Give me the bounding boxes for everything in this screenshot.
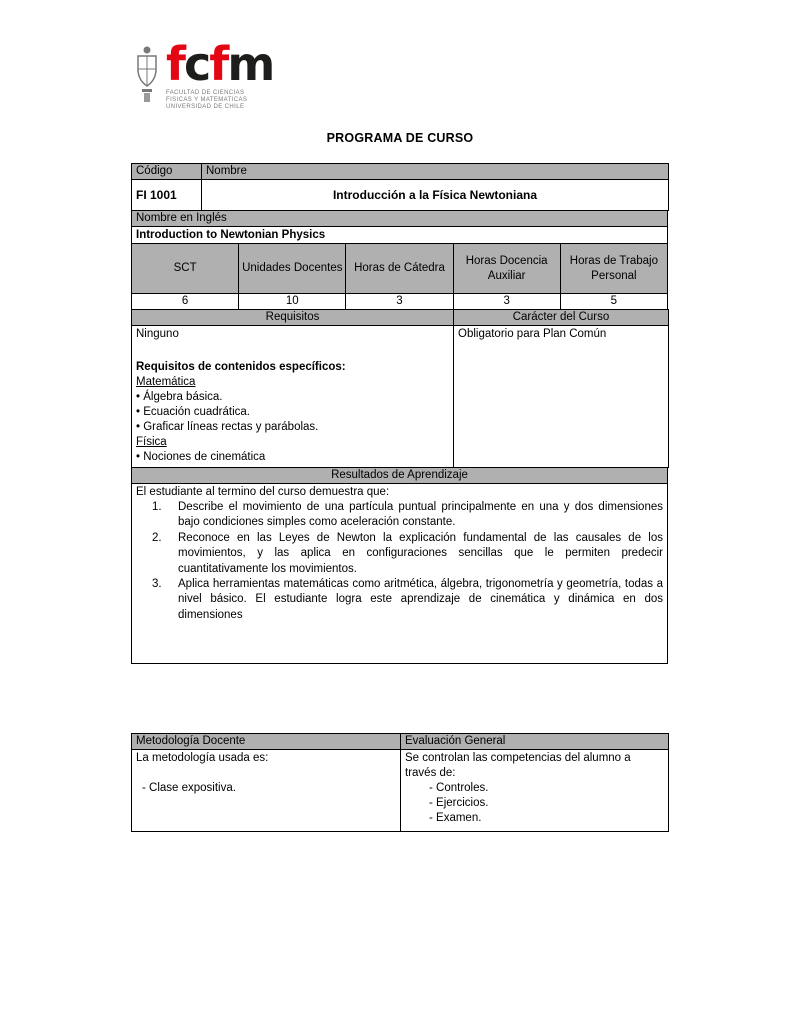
resultado-number: 1. xyxy=(152,501,162,513)
requisitos-header-cell: Requisitos xyxy=(132,310,454,326)
sct-value-cell: 6 xyxy=(132,294,239,310)
logo-letter: c xyxy=(184,37,210,91)
page-title: PROGRAMA DE CURSO xyxy=(326,131,474,145)
caracter-content-cell xyxy=(454,326,669,468)
horas-trabajo-personal-value-cell: 5 xyxy=(560,294,667,310)
university-crest-icon xyxy=(135,45,159,103)
evaluacion-item: - Examen. xyxy=(429,812,482,824)
matematica-item: • Ecuación cuadrática. xyxy=(136,406,250,418)
horas-catedra-header-cell: Horas de Cátedra xyxy=(346,244,453,294)
fcfm-logo-text xyxy=(166,37,274,111)
horas-docencia-auxiliar-header-cell: Horas Docencia Auxiliar xyxy=(453,244,560,294)
logo-letter: f xyxy=(209,37,228,91)
codigo-header-cell: Código xyxy=(132,164,202,180)
evaluacion-content-cell xyxy=(401,750,669,832)
nombre-ingles-value-cell: Introduction to Newtonian Physics xyxy=(132,227,668,244)
methodology-table xyxy=(131,733,668,832)
learning-outcomes-table xyxy=(131,467,668,664)
evaluacion-header-cell: Evaluación General xyxy=(401,734,669,750)
credits-table xyxy=(131,243,668,310)
caracter-header-cell: Carácter del Curso xyxy=(454,310,669,326)
faculty-subtext-line: FACULTAD DE CIENCIAS xyxy=(166,90,245,96)
code-name-table xyxy=(131,163,669,211)
resultado-item xyxy=(152,577,663,623)
resultado-number: 2. xyxy=(152,531,162,544)
resultado-text: Reconoce en las Leyes de Newton la explicación fundamental de las causales de los movimientos, y las aplica en configuraciones sencillas que le permiten predecir cuantitativamente los movimientos. xyxy=(178,531,663,575)
matematica-title: Matemática xyxy=(136,376,196,388)
evaluacion-item: - Ejercicios. xyxy=(429,797,489,809)
metodologia-content-cell xyxy=(132,750,401,832)
metodologia-intro: La metodología usada es: xyxy=(136,752,269,764)
metodologia-item: - Clase expositiva. xyxy=(142,782,236,794)
logo-letter: m xyxy=(227,37,274,91)
fcfm-wordmark xyxy=(166,37,274,91)
requisitos-ninguno: Ninguno xyxy=(136,328,179,340)
resultados-content-cell xyxy=(132,484,668,664)
resultados-header-cell: Resultados de Aprendizaje xyxy=(132,468,668,484)
requisitos-heading: Requisitos de contenidos específicos: xyxy=(136,361,346,373)
sct-header-cell: SCT xyxy=(132,244,239,294)
resultados-intro: El estudiante al termino del curso demuestra que: xyxy=(136,486,390,498)
horas-trabajo-personal-header-cell: Horas de Trabajo Personal xyxy=(560,244,667,294)
unidades-docentes-value-cell: 10 xyxy=(239,294,346,310)
resultado-item xyxy=(152,531,663,577)
fisica-item: • Nociones de cinemática xyxy=(136,451,266,463)
nombre-header-cell: Nombre xyxy=(202,164,669,180)
english-name-table xyxy=(131,210,668,244)
resultado-number: 3. xyxy=(152,578,162,591)
codigo-value-cell: FI 1001 xyxy=(132,180,202,211)
metodologia-header-cell: Metodología Docente xyxy=(132,734,401,750)
horas-catedra-value-cell: 3 xyxy=(346,294,453,310)
nombre-ingles-header-cell: Nombre en Inglés xyxy=(132,211,668,227)
nombre-value-cell: Introducción a la Física Newtoniana xyxy=(202,180,669,211)
evaluacion-item: - Controles. xyxy=(429,782,489,794)
resultado-text: Describe el movimiento de una partícula puntual principalmente en una y dos dimensiones bajo condiciones simples como aceleración constante. xyxy=(178,501,663,529)
caracter-value: Obligatorio para Plan Común xyxy=(458,328,607,340)
faculty-subtext-line: UNIVERSIDAD DE CHILE xyxy=(166,104,245,110)
requisitos-content-cell xyxy=(132,326,454,468)
resultado-text: Aplica herramientas matemáticas como aritmética, álgebra, trigonometría y geometría, todas a nivel básico. El estudiante logra este aprendizaje de cinemática y dinámica en dos dimensiones xyxy=(178,578,663,621)
horas-docencia-auxiliar-value-cell: 3 xyxy=(453,294,560,310)
evaluacion-intro: Se controlan las competencias del alumno a través de: xyxy=(405,752,631,779)
faculty-subtext-line: FISICAS Y MATEMATICAS xyxy=(166,97,248,103)
matematica-item: • Álgebra básica. xyxy=(136,391,223,403)
course-table xyxy=(131,163,668,664)
requirements-table xyxy=(131,309,669,468)
unidades-docentes-header-cell: Unidades Docentes xyxy=(239,244,346,294)
resultado-item xyxy=(152,500,663,531)
logo-letter: f xyxy=(166,37,185,91)
fcfm-logo xyxy=(135,37,274,111)
fisica-title: Física xyxy=(136,436,167,448)
faculty-subtext xyxy=(166,90,273,111)
matematica-item: • Graficar líneas rectas y parábolas. xyxy=(136,421,319,433)
